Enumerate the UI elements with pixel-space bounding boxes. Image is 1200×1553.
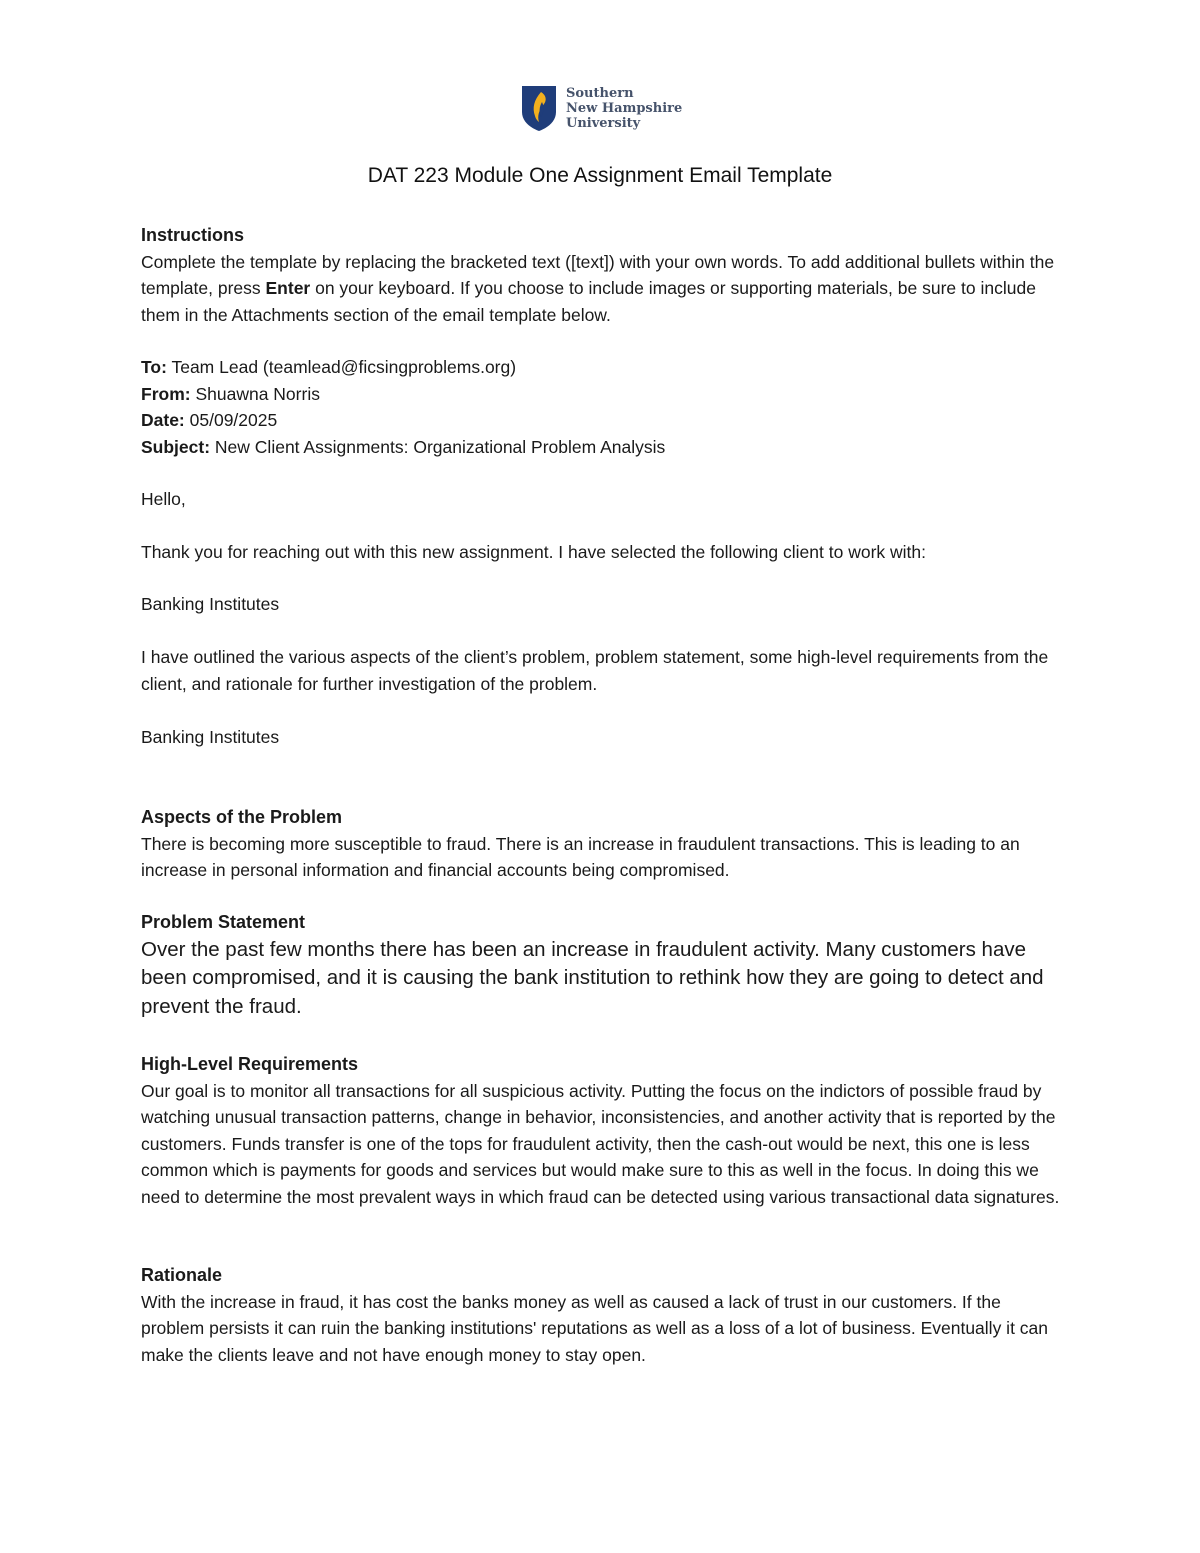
outline-text: I have outlined the various aspects of the client’s problem, problem statement, some high-level requirements from the client, and rationale for further investigation of the problem. [141, 647, 1049, 694]
shield-flame-icon [520, 84, 558, 132]
requirements-section [141, 1051, 1061, 1210]
rationale-section [141, 1262, 1061, 1368]
rationale-text: With the increase in fraud, it has cost the banks money as well as caused a lack of trust in our customers. If the problem persists it can ruin the banking institutions' reputations as well as a loss of a lot of business. Eventually it can make the clients leave and not have enough money to stay open. [141, 1291, 1049, 1365]
instructions-text-part2: on your keyboard. If you choose to include images or supporting materials, be sure to include them in the Attachments section of the email template below. [141, 278, 1036, 325]
university-logo [520, 84, 682, 132]
subject-line [141, 434, 1061, 461]
enter-key-label: Enter [265, 278, 311, 298]
from-line [141, 381, 1061, 408]
instructions-heading: Instructions [141, 225, 245, 245]
to-line [141, 354, 1061, 381]
date-value: 05/09/2025 [189, 410, 278, 430]
requirements-text: Our goal is to monitor all transactions for all suspicious activity. Putting the focus on the indictors of possible fraud by watching unusual transaction patterns, change in behavior, inconsistencies, and another activity that is reported by the customers. Funds transfer is one of the tops for fraudulent activity, then the cash-out would be next, this one is less common which is payments for goods and services but would make sure to this as well in the focus. In doing this we need to determine the most prevalent ways in which fraud can be detected using various transactional data signatures. [141, 1080, 1060, 1207]
client-name: Banking Institutes [141, 594, 280, 614]
greeting: Hello, [141, 489, 186, 509]
subject-label: Subject: [141, 436, 211, 457]
date-label: Date: [141, 410, 185, 430]
to-value: Team Lead (teamlead@ficsingproblems.org) [171, 357, 517, 377]
date-line [141, 407, 1061, 434]
subject-value: New Client Assignments: Organizational Problem Analysis [214, 436, 666, 457]
problem-statement-section [141, 909, 1061, 1021]
logo-line-1: Southern [566, 85, 634, 101]
intro-text: Thank you for reaching out with this new assignment. I have selected the following client to work with: [141, 542, 926, 562]
logo-wordmark [566, 86, 682, 131]
instructions-section [141, 222, 1061, 328]
problem-statement-text: Over the past few months there has been an increase in fraudulent activity. Many customers have been compromised, and it is causing the bank institution to rethink how they are going to detect and prevent the fraud. [141, 937, 1044, 1018]
to-label: To: [141, 357, 167, 377]
requirements-heading: High-Level Requirements [141, 1054, 359, 1074]
aspects-text: There is becoming more susceptible to fraud. There is an increase in fraudulent transactions. This is leading to an increase in personal information and financial accounts being compromised. [141, 833, 1020, 880]
aspects-section [141, 804, 1061, 884]
from-value: Shuawna Norris [195, 383, 320, 404]
logo-line-3: University [566, 115, 641, 131]
instructions-text-part1: Complete the template by replacing the bracketed text ([text]) with your own words. To add additional bullets within the template, press [141, 251, 1055, 298]
logo-line-2: New Hampshire [566, 100, 683, 116]
client-name-repeat: Banking Institutes [141, 727, 280, 747]
problem-statement-heading: Problem Statement [141, 912, 306, 932]
rationale-heading: Rationale [141, 1265, 223, 1285]
document-title: DAT 223 Module One Assignment Email Template [367, 164, 833, 187]
email-header [141, 354, 1061, 460]
instructions-text [141, 249, 1061, 329]
from-label: From: [141, 383, 191, 404]
aspects-heading: Aspects of the Problem [141, 807, 343, 827]
